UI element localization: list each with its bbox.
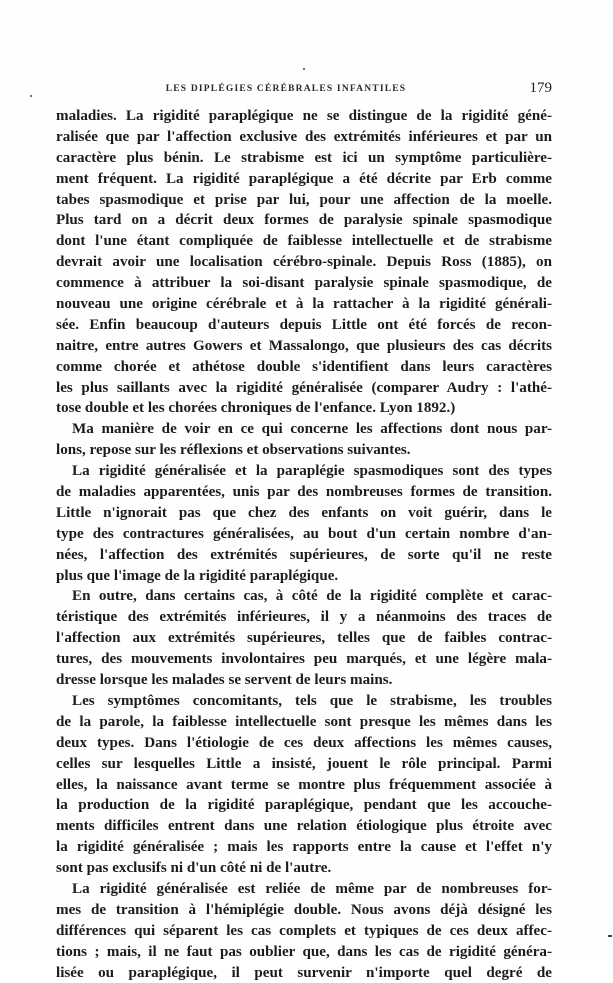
text-line: nouveau une origine cérébrale et à la rattacher à la rigidité générali- [56,296,552,313]
running-head [50,80,552,100]
text-line: tabes spasmodique et prise par lui, pour une affection de la moelle. [56,191,552,208]
text-line: elles, la naissance avant terme se montre plus fréquemment associée à [56,776,552,793]
text-line: nées, l'affection des extrémités supérieures, de sorte qu'il ne reste [56,546,552,563]
text-line: caractère plus bénin. Le strabisme est ici un symptôme particulière- [56,149,552,166]
text-line: les plus saillants avec la rigidité généralisée (comparer Audry : l'athé- [56,379,552,396]
text-line: comme chorée et athétose double s'identifient dans leurs caractères [56,358,552,375]
text-line: maladies. La rigidité paraplégique ne se distingue de la rigidité géné- [56,108,552,124]
text-line: la production de la rigidité paraplégique, pendant que les accouche- [56,797,552,814]
text-line: téristique des extrémités inférieures, il y a néanmoins des traces de [56,609,552,626]
text-line: tose double et les chorées chroniques de l'enfance. Lyon 1892.) [56,400,456,417]
running-title: LES DIPLÉGIES CÉRÉBRALES INFANTILES [165,84,407,94]
scan-speck [608,935,612,937]
body-text [56,106,552,983]
text-line: Little n'ignorait pas que chez des enfants on voit guérir, dans le [56,504,552,521]
text-line: devrait avoir une localisation cérébro-spinale. Depuis Ross (1885), on [56,254,552,271]
text-line: celles sur lesquelles Little a insisté, jouent le rôle principal. Parmi [56,755,552,772]
text-line: commence à attribuer la soi-disant paralysie spinale spasmodique, de [56,275,552,292]
text-line: tions ; mais, il ne faut pas oublier que, dans les cas de rigidité généra- [56,943,552,960]
text-line: de maladies apparentées, unis par des nombreuses formes de transition. [56,484,552,501]
text-line: ment fréquent. La rigidité paraplégique a été décrite par Erb comme [56,170,552,187]
text-line: l'affection aux extrémités supérieures, telles que de faibles contrac- [56,630,552,647]
text-line: La rigidité généralisée et la paraplégie spasmodiques sont des types [72,463,552,480]
text-line: mes de transition à l'hémiplégie double. Nous avons déjà désigné les [56,901,552,918]
scan-speck [30,95,32,97]
paragraph [56,461,552,586]
paragraph [56,879,552,983]
text-line: dont l'une étant compliquée de faiblesse intellectuelle et de strabisme [56,233,552,250]
text-line: type des contractures généralisées, au bout d'un certain nombre d'an- [56,525,552,542]
text-line: ralisée que par l'affection exclusive des extrémités inférieures et par un [56,128,552,145]
text-line: sée. Enfin beaucoup d'auteurs depuis Little ont été forcés de recon- [56,316,552,333]
text-line: naitre, entre autres Gowers et Massalongo, que plusieurs des cas décrits [56,337,552,354]
text-line: Plus tard on a décrit deux formes de paralysie spinale spasmodique [56,212,552,229]
text-line: dresse lorsque les malades se servent de leurs mains. [56,672,393,689]
text-line: Ma manière de voir en ce qui concerne les affections dont nous par- [72,421,552,438]
text-line: La rigidité généralisée est reliée de même par de nombreuses for- [72,880,552,897]
text-line: deux types. Dans l'étiologie de ces deux affections les mêmes causes, [56,734,552,751]
scan-speck [303,68,305,70]
text-line: En outre, dans certains cas, à côté de la rigidité complète et carac- [72,588,552,605]
paragraph [56,419,552,461]
text-line: lisée ou paraplégique, il peut survenir n'importe quel degré de [56,964,552,981]
text-line: la rigidité généralisée ; mais les rapports entre la cause et l'effet n'y [56,839,552,856]
text-line: ments difficiles entrent dans une relation étiologique plus étroite avec [56,818,552,835]
text-line: tures, des mouvements involontaires peu marqués, et une légère mala- [56,651,552,668]
text-line: de la parole, la faiblesse intellectuelle sont presque les mêmes dans les [56,713,552,730]
page-number: 179 [529,80,552,96]
paragraph [56,586,552,690]
text-line: lons, repose sur les réflexions et observations suivantes. [56,442,411,459]
paragraph [56,106,552,419]
text-line: Les symptômes concomitants, tels que le strabisme, les troubles [72,692,552,709]
text-line: sont pas exclusifs ni d'un côté ni de l'autre. [56,860,332,877]
paragraph [56,691,552,879]
text-line: plus que l'image de la rigidité paraplégique. [56,567,339,584]
text-line: différences qui séparent les cas complets et typiques de ces deux affec- [56,922,552,939]
